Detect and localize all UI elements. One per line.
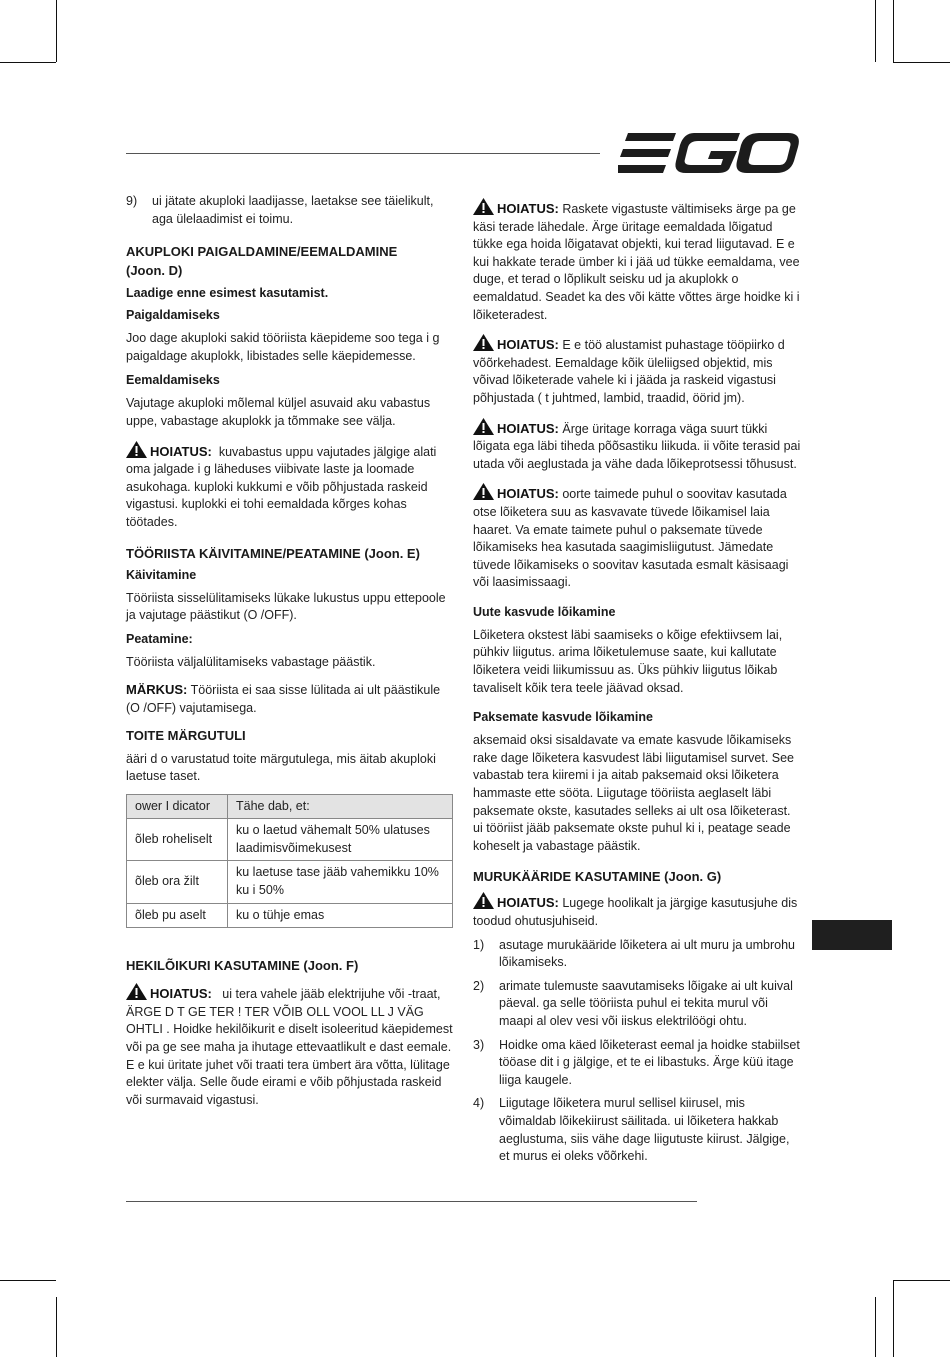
section-title-start-stop: TÖÖRIISTA KÄIVITAMINE/PEATAMINE (Joon. E) [126, 545, 420, 561]
install-text: Joo dage akuploki sakid tööriista käepideme soo tega i g paigaldage akuplokk, libistades selle käepidemesse. [126, 331, 440, 363]
start-heading: Käivitamine [126, 567, 197, 582]
item-number: 2) [473, 978, 485, 993]
table-cell: õleb roheliselt [127, 819, 228, 861]
table-row [127, 819, 453, 861]
table-row [127, 903, 453, 928]
item-text: Hoidke oma käed lõiketerast eemal ja hoidke stabiilset tööase dit i g jälgige, et te ei libastuks. Ärge küü itage liiga kaugele. [499, 1037, 800, 1087]
crop-mark [893, 0, 894, 62]
warning-young-plants [473, 483, 803, 592]
warning-icon [473, 418, 494, 435]
list-item [473, 1037, 803, 1090]
table-row [127, 861, 453, 903]
section-title-grass-shears: MURUKÄÄRIDE KASUTAMINE (Joon. G) [473, 869, 722, 885]
table-cell: ku laetuse tase jääb vahemikku 10% ku i 50% [228, 861, 453, 903]
warning-icon [473, 198, 494, 215]
table-cell: õleb pu aselt [127, 903, 228, 928]
warning-label: HOIATUS: [497, 201, 559, 216]
table-cell: õleb ora žilt [127, 861, 228, 903]
stop-text: Tööriista väljalülitamiseks vabastage päästik. [126, 654, 376, 669]
item-number: 1) [473, 937, 485, 952]
indicator-table [126, 794, 453, 929]
warning-label: HOIATUS: [150, 443, 212, 459]
section-title-hedge-trimmer: HEKILÕIKURI KASUTAMINE (Joon. F) [126, 958, 359, 974]
charge-first-note: Laadige enne esimest kasutamist. [126, 286, 329, 301]
thick-growth-text: aksemaid oksi sisaldavate va emate kasvude lõikamiseks rake dage lõiketera kasvudest läbi liigutamisel survet. See vabastab tera kiiremi i ja aitab paksemaid oksi lõiketera hammaste ette sööta. Liigutage tööriista aeglaselt läbi paksemate okste, kasutades selleks ai ult osa lõiketerast. ui tööriist jääb paksemate okste puhul ki i, peatage seade koheselt ja vabastage päästik. [473, 733, 795, 853]
step-list [126, 193, 456, 228]
warning-large-pieces [473, 418, 803, 474]
item-text: arimate tulemuste saavutamiseks lõigake ai ult kuival päeval. ga selle tööriista puhul ei tekita murul või maapi al olev vesi või iiskus elektrilöögi ohtu. [499, 978, 793, 1028]
section-title-battery: AKUPLOKI PAIGALDAMINE/EEMALDAMINE (Joon. D) [126, 244, 398, 279]
warning-icon [473, 483, 494, 500]
footer-rule [126, 1201, 697, 1202]
warning-text: Lugege hoolikalt ja järgige kasutusjuhe dis toodud ohutusjuhiseid. [473, 896, 798, 928]
warning-label: HOIATUS: [497, 895, 559, 911]
list-item [473, 1095, 803, 1165]
header-rule [126, 153, 600, 154]
warning-label: HOIATUS: [497, 420, 559, 436]
left-column [126, 193, 456, 1109]
warning-blades [473, 198, 803, 324]
ego-logo [618, 133, 800, 173]
table-cell: ku o laetud vähemalt 50% ulatuses laadimisvõimekusest [228, 819, 453, 861]
crop-mark [875, 0, 876, 62]
crop-mark [893, 1280, 894, 1357]
warning-icon [473, 892, 494, 909]
note-paragraph [126, 681, 456, 717]
new-growth-heading: Uute kasvude lõikamine [473, 604, 616, 619]
warning-clear-area [473, 334, 803, 407]
warning-text: ui tera vahele jääb elektrijuhe või -traat, ÄRGE D T GE TER ! TER VÕIB OLL VOOL LL J VÄG OHTLI . Hoidke hekilõikurit e diselt isoleeritud käepidemest või pa ge see maha ja ihutage ettevaatlikult e dast eemale. E e kui üritate juhet või traati tera ümbert ära võtta, lülitage elekter välja. Selle õude eirami e võib põhjustada raskeid või surmavaid vigastusi. [126, 987, 453, 1107]
item-number: 3) [473, 1037, 485, 1052]
table-header-cell: ower I dicator [127, 794, 228, 819]
warning-icon [126, 441, 147, 458]
section-title-power-indicator: TOITE MÄRGUTULI [126, 727, 246, 743]
thick-growth-heading: Paksemate kasvude lõikamine [473, 710, 653, 725]
warning-label: HOIATUS: [150, 986, 212, 1002]
warning-text: oorte taimede puhul o soovitav kasutada otse lõiketera suu as kasvavate tüvede lõikamisel laia haaret. Va emate taimete puhul o paksemate tüvede lõikamiseks hea kasutada saagimisliigutust. Jämedate tüvede lõikamiseks o soovitav kasutada esmalt käsisaagi või laasimissaagi. [473, 487, 789, 590]
warning-label: HOIATUS: [497, 486, 559, 502]
warning-text: Ärge üritage korraga väga suurt tükki lõigata ega läbi tiheda põõsastiku liikuda. ii võite terasid pai utada või aeglustada ja vähe dada lõikeprotsessi tõhusust. [473, 421, 801, 471]
crop-mark [875, 1297, 876, 1357]
warning-icon [126, 983, 147, 1000]
crop-mark [893, 1280, 950, 1281]
note-label: MÄRKUS: [126, 682, 188, 698]
table-header-cell: Tähe dab, et: [228, 794, 453, 819]
indicator-intro: ääri d o varustatud toite märgutulega, mis äitab akuploki laetuse taset. [126, 751, 436, 784]
remove-text: Vajutage akuploki mõlemal küljel asuvaid aku vabastus uppe, vabastage akuplokk ja tõmmake see välja. [126, 396, 431, 428]
warning-text: Raskete vigastuste vältimiseks ärge pa ge käsi terade lähedale. Ärge üritage eemaldada lõigatud tükke ega hoida lõigatavat objekti, kui terad liigutavad. E e kui hakkate terade ümber ki i jää ud tükke eemaldama, vee duge, et terad o lõplikult seisku ud ja akuplokk o eemaldatud. Seadet ka des või kätte võttes ärge hoidke ki i lõiketeradest. [473, 202, 800, 322]
crop-mark [0, 1280, 56, 1281]
new-growth-text: Lõiketera okstest läbi saamiseks o kõige efektiivsem lai, pühkiv liigutus. arima lõiketulemuse saate, kui kallutate lõiketera veidi liikumissuu as. Üks pühkiv liigutus lõikab tavaliselt kõik tera teele jäävad oksad. [473, 627, 783, 695]
warning-text: E e töö alustamist puhastage tööpiirko d võõrkehadest. Eemaldage kõik üleliigsed objektid, mis võivad lõiketerade vahele ki i jääda ja raskeid vigastusi põhjustada ( t juhtmed, lambid, traadid, öörid jm). [473, 338, 785, 405]
remove-heading: Eemaldamiseks [126, 373, 220, 388]
item-number: 9) [126, 194, 138, 208]
item-number: 4) [473, 1096, 485, 1111]
warning-battery [126, 441, 456, 532]
crop-mark [893, 62, 950, 63]
item-text: asutage murukääride lõiketera ai ult muru ja umbrohu lõikamiseks. [499, 937, 795, 970]
table-header-row [127, 794, 453, 819]
grass-steps-list [473, 937, 803, 1166]
list-item [473, 937, 803, 972]
warning-icon [473, 334, 494, 351]
item-text: ui jätate akuploki laadijasse, laetakse see täielikult, aga ülelaadimist ei toimu. [152, 194, 434, 226]
start-text: Tööriista sisselülitamiseks lükake lukustus uppu ettepoole ja vajutage päästikut (O /OFF). [126, 590, 446, 623]
crop-mark [56, 1297, 57, 1357]
list-item [473, 978, 803, 1031]
warning-text: kuvabastus uppu vajutades jälgige alati oma jalgade i g läheduses viibivate laste ja loomade asukohaga. kuploki kukkumi e võib põhjustada raskeid vigastusi. kuplokki ei tohi eemaldada kõrges kohas töötades. [126, 444, 437, 529]
crop-mark [0, 62, 56, 63]
table-cell: ku o tühje emas [228, 903, 453, 928]
warning-label: HOIATUS: [497, 337, 559, 353]
crop-mark [56, 0, 57, 62]
item-text: Liigutage lõiketera murul sellisel kiirusel, mis võimaldab lõikekiirust säilitada. ui lõiketera hakkab aeglustuma, siis vähe dage liigutuste kiirust. Jälgige, et murus ei oleks võõrkehi. [499, 1096, 790, 1164]
warning-grass [473, 892, 803, 930]
warning-hedge [126, 983, 456, 1109]
list-item [126, 193, 456, 228]
stop-heading: Peatamine: [126, 631, 193, 646]
note-text: Tööriista ei saa sisse lülitada ai ult päästikule (O /OFF) vajutamisega. [126, 683, 441, 715]
install-heading: Paigaldamiseks [126, 308, 220, 323]
right-column [473, 198, 803, 1166]
language-tab-marker [812, 920, 892, 950]
